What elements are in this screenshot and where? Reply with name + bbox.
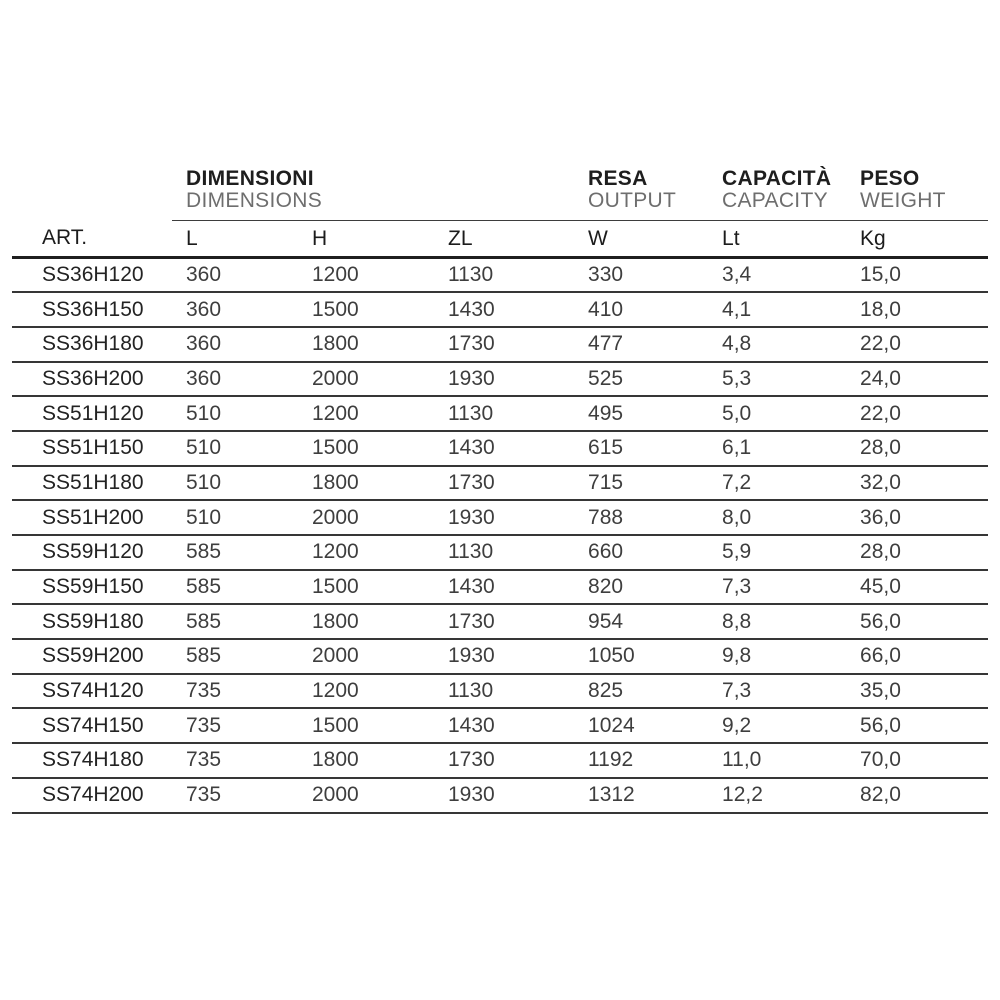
group-header-dimensions-secondary: DIMENSIONS [186,189,323,212]
w-value-cell: 477 [574,327,708,362]
zl-value-cell: 1130 [434,258,574,293]
column-header-h: H [298,221,434,258]
product-spec-table [12,168,988,814]
h-value-cell: 2000 [298,639,434,674]
h-value-cell: 1800 [298,327,434,362]
zl-value-cell: 1430 [434,708,574,743]
lt-value-cell: 9,8 [708,639,846,674]
w-value-cell: 788 [574,500,708,535]
kg-value-cell: 35,0 [846,674,988,709]
column-header-row [12,221,988,258]
table-row [12,362,988,397]
zl-value-cell: 1430 [434,570,574,605]
table-row [12,570,988,605]
w-value-cell: 1050 [574,639,708,674]
lt-value-cell: 4,8 [708,327,846,362]
h-value-cell: 2000 [298,778,434,813]
l-value-cell: 735 [172,674,298,709]
table-body [12,258,988,813]
l-value-cell: 510 [172,500,298,535]
art-code-cell: SS74H180 [12,743,172,778]
w-value-cell: 660 [574,535,708,570]
art-code-cell: SS51H150 [12,431,172,466]
column-header-w: W [574,221,708,258]
l-value-cell: 360 [172,292,298,327]
h-value-cell: 1200 [298,258,434,293]
lt-value-cell: 7,3 [708,674,846,709]
kg-value-cell: 36,0 [846,500,988,535]
l-value-cell: 735 [172,708,298,743]
zl-value-cell: 1130 [434,535,574,570]
kg-value-cell: 70,0 [846,743,988,778]
group-header-dimensions [172,168,574,221]
art-code-cell: SS59H150 [12,570,172,605]
w-value-cell: 825 [574,674,708,709]
l-value-cell: 585 [172,604,298,639]
lt-value-cell: 8,8 [708,604,846,639]
h-value-cell: 1500 [298,431,434,466]
h-value-cell: 1800 [298,604,434,639]
art-code-cell: SS36H120 [12,258,172,293]
l-value-cell: 735 [172,778,298,813]
kg-value-cell: 15,0 [846,258,988,293]
table-row [12,708,988,743]
kg-value-cell: 32,0 [846,466,988,501]
art-code-cell: SS74H120 [12,674,172,709]
zl-value-cell: 1930 [434,362,574,397]
table-row [12,639,988,674]
table-row [12,258,988,293]
group-header-row [12,168,988,221]
lt-value-cell: 9,2 [708,708,846,743]
zl-value-cell: 1930 [434,778,574,813]
art-code-cell: SS36H150 [12,292,172,327]
art-code-cell: SS59H200 [12,639,172,674]
zl-value-cell: 1430 [434,292,574,327]
group-header-weight-secondary: WEIGHT [860,189,946,212]
art-code-cell: SS74H200 [12,778,172,813]
table-row [12,743,988,778]
group-header-dimensions-primary: DIMENSIONI [186,167,314,190]
table-row [12,431,988,466]
l-value-cell: 735 [172,743,298,778]
h-value-cell: 2000 [298,362,434,397]
zl-value-cell: 1930 [434,639,574,674]
w-value-cell: 715 [574,466,708,501]
l-value-cell: 585 [172,535,298,570]
lt-value-cell: 11,0 [708,743,846,778]
l-value-cell: 585 [172,570,298,605]
art-code-cell: SS59H120 [12,535,172,570]
l-value-cell: 585 [172,639,298,674]
group-header-capacity [708,168,846,221]
art-code-cell: SS36H180 [12,327,172,362]
w-value-cell: 495 [574,396,708,431]
group-header-capacity-secondary: CAPACITY [722,189,828,212]
kg-value-cell: 24,0 [846,362,988,397]
column-header-l: L [172,221,298,258]
group-header-weight-primary: PESO [860,167,920,190]
h-value-cell: 1500 [298,708,434,743]
h-value-cell: 2000 [298,500,434,535]
zl-value-cell: 1130 [434,396,574,431]
lt-value-cell: 6,1 [708,431,846,466]
kg-value-cell: 28,0 [846,535,988,570]
h-value-cell: 1200 [298,674,434,709]
table-row [12,466,988,501]
group-header-weight [846,168,988,221]
table-row [12,500,988,535]
zl-value-cell: 1730 [434,743,574,778]
table-row [12,778,988,813]
kg-value-cell: 28,0 [846,431,988,466]
kg-value-cell: 22,0 [846,396,988,431]
lt-value-cell: 5,3 [708,362,846,397]
lt-value-cell: 5,9 [708,535,846,570]
art-code-cell: SS59H180 [12,604,172,639]
table-row [12,674,988,709]
group-header-output-primary: RESA [588,167,648,190]
lt-value-cell: 7,3 [708,570,846,605]
h-value-cell: 1500 [298,292,434,327]
w-value-cell: 330 [574,258,708,293]
group-header-spacer [12,168,172,221]
table-row [12,604,988,639]
kg-value-cell: 45,0 [846,570,988,605]
group-header-capacity-primary: CAPACITÀ [722,167,832,190]
table-row [12,327,988,362]
lt-value-cell: 3,4 [708,258,846,293]
zl-value-cell: 1930 [434,500,574,535]
art-code-cell: SS36H200 [12,362,172,397]
art-code-cell: SS51H120 [12,396,172,431]
art-code-cell: SS51H180 [12,466,172,501]
kg-value-cell: 82,0 [846,778,988,813]
column-header-kg: Kg [846,221,988,258]
table-row [12,535,988,570]
column-header-lt: Lt [708,221,846,258]
w-value-cell: 820 [574,570,708,605]
column-header-art: ART. [12,221,172,258]
group-header-output-secondary: OUTPUT [588,189,677,212]
kg-value-cell: 56,0 [846,604,988,639]
table-row [12,292,988,327]
w-value-cell: 1024 [574,708,708,743]
l-value-cell: 510 [172,431,298,466]
lt-value-cell: 4,1 [708,292,846,327]
zl-value-cell: 1730 [434,466,574,501]
w-value-cell: 1192 [574,743,708,778]
zl-value-cell: 1730 [434,604,574,639]
zl-value-cell: 1430 [434,431,574,466]
column-header-zl: ZL [434,221,574,258]
l-value-cell: 510 [172,396,298,431]
w-value-cell: 954 [574,604,708,639]
lt-value-cell: 5,0 [708,396,846,431]
h-value-cell: 1500 [298,570,434,605]
art-code-cell: SS51H200 [12,500,172,535]
w-value-cell: 615 [574,431,708,466]
h-value-cell: 1200 [298,535,434,570]
h-value-cell: 1800 [298,743,434,778]
kg-value-cell: 18,0 [846,292,988,327]
group-header-output [574,168,708,221]
l-value-cell: 360 [172,258,298,293]
l-value-cell: 360 [172,327,298,362]
lt-value-cell: 12,2 [708,778,846,813]
l-value-cell: 360 [172,362,298,397]
lt-value-cell: 8,0 [708,500,846,535]
h-value-cell: 1800 [298,466,434,501]
table-row [12,396,988,431]
kg-value-cell: 66,0 [846,639,988,674]
art-code-cell: SS74H150 [12,708,172,743]
zl-value-cell: 1130 [434,674,574,709]
zl-value-cell: 1730 [434,327,574,362]
lt-value-cell: 7,2 [708,466,846,501]
l-value-cell: 510 [172,466,298,501]
h-value-cell: 1200 [298,396,434,431]
w-value-cell: 525 [574,362,708,397]
kg-value-cell: 22,0 [846,327,988,362]
kg-value-cell: 56,0 [846,708,988,743]
w-value-cell: 1312 [574,778,708,813]
w-value-cell: 410 [574,292,708,327]
